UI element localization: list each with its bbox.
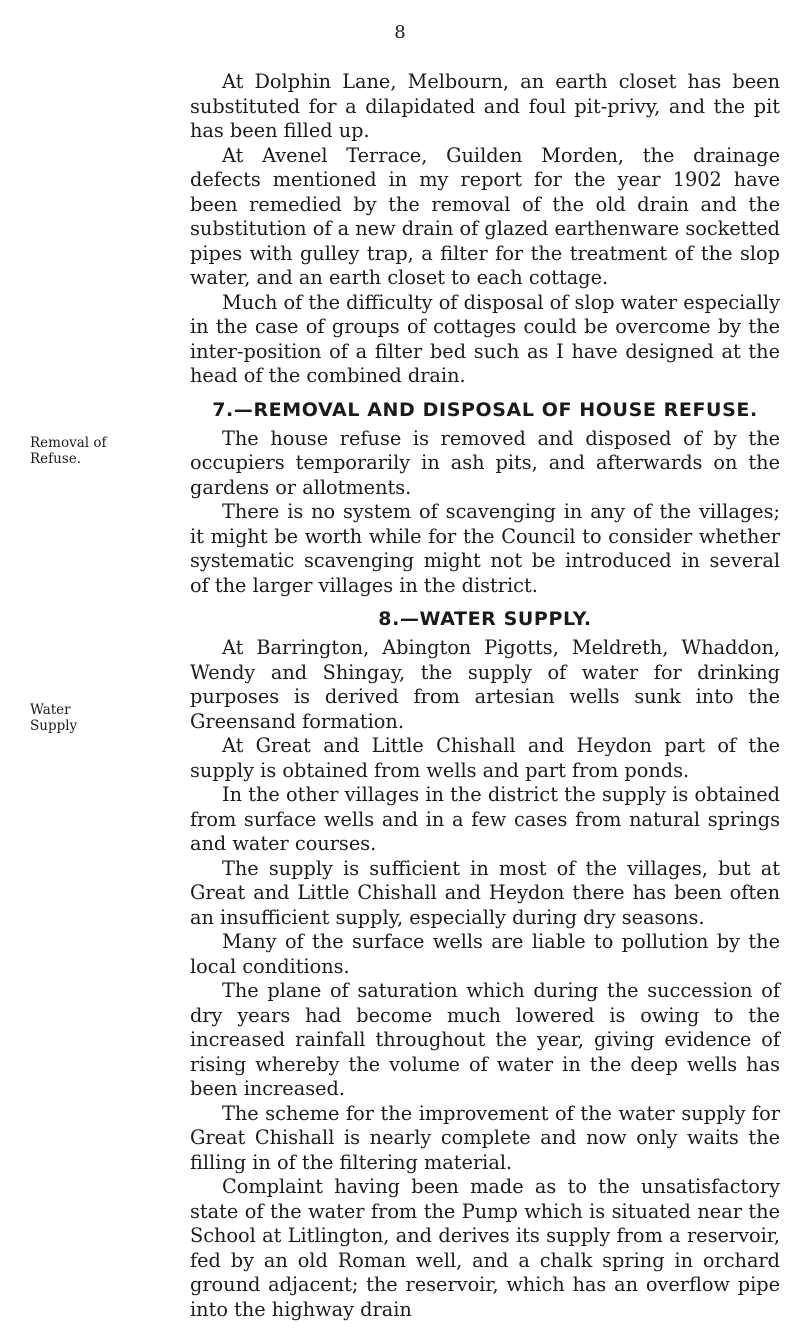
margin-note-removal-of-refuse: Removal of Refuse.: [30, 435, 107, 467]
section-7-heading: 7.—REMOVAL AND DISPOSAL OF HOUSE REFUSE.: [212, 398, 758, 421]
paragraph-chishall-ponds: At Great and Little Chishall and Heydon part of the supply is obtained from wells and part from ponds.: [190, 734, 780, 782]
paragraph-scavenging: There is no system of scavenging in any of the villages; it might be worth while for the Council to consider whether systematic scavenging might not be introduced in several of the larger villages in the district.: [190, 500, 780, 597]
paragraph-dolphin-lane: At Dolphin Lane, Melbourn, an earth closet has been substituted for a dilapidated and foul pit-privy, and the pit has been filled up.: [190, 70, 780, 142]
paragraph-surface-wells: In the other villages in the district the supply is obtained from surface wells and in a few cases from natural springs and water courses.: [190, 783, 780, 855]
paragraph-litlington-pump: Complaint having been made as to the unsatisfactory state of the water from the Pump which is situated near the School at Litlington, and derives its supply from a reservoir, fed by an old Roman well, and a chalk spring in orchard ground adjacent; the reservoir, which has an overflow pipe into the highway drain: [190, 1175, 780, 1321]
page-number: 8: [394, 22, 406, 43]
paragraph-house-refuse: The house refuse is removed and disposed of by the occupiers temporarily in ash pits, and afterwards on the gardens or allotments.: [190, 426, 780, 499]
paragraph-avenel-terrace: At Avenel Terrace, Guilden Morden, the drainage defects mentioned in my report for the year 1902 have been remedied by the removal of the old drain and the substitution of a new drain of glazed earthenware socketted pipes with gulley trap, a filter for the treatment of the slop water, and an earth closet to each cottage.: [190, 143, 780, 289]
section-8-heading: 8.—WATER SUPPLY.: [378, 608, 592, 630]
paragraph-artesian-wells: At Barrington, Abington Pigotts, Meldreth, Whaddon, Wendy and Shingay, the supply of water for drinking purposes is derived from artesian wells sunk into the Greensand formation.: [190, 636, 780, 733]
body-text: [190, 70, 780, 1322]
paragraph-great-chishall-scheme: The scheme for the improvement of the water supply for Great Chishall is nearly complete and now only waits the filling in of the filtering material.: [190, 1101, 780, 1174]
paragraph-slop-water: Much of the difficulty of disposal of slop water especially in the case of groups of cottages could be overcome by the inter-position of a filter bed such as I have designed at the head of the combined drain.: [190, 290, 780, 387]
paragraph-pollution: Many of the surface wells are liable to pollution by the local conditions.: [190, 930, 780, 978]
margin-note-water-supply: Water Supply: [30, 702, 78, 734]
paragraph-supply-sufficiency: The supply is sufficient in most of the villages, but at Great and Little Chishall and Heydon there has been often an insufficient supply, especially during dry seasons.: [190, 856, 780, 929]
paragraph-saturation: The plane of saturation which during the succession of dry years had become much lowered is owing to the increased rainfall throughout the year, giving evidence of rising whereby the volume of water in the deep wells has been increased.: [190, 979, 780, 1100]
